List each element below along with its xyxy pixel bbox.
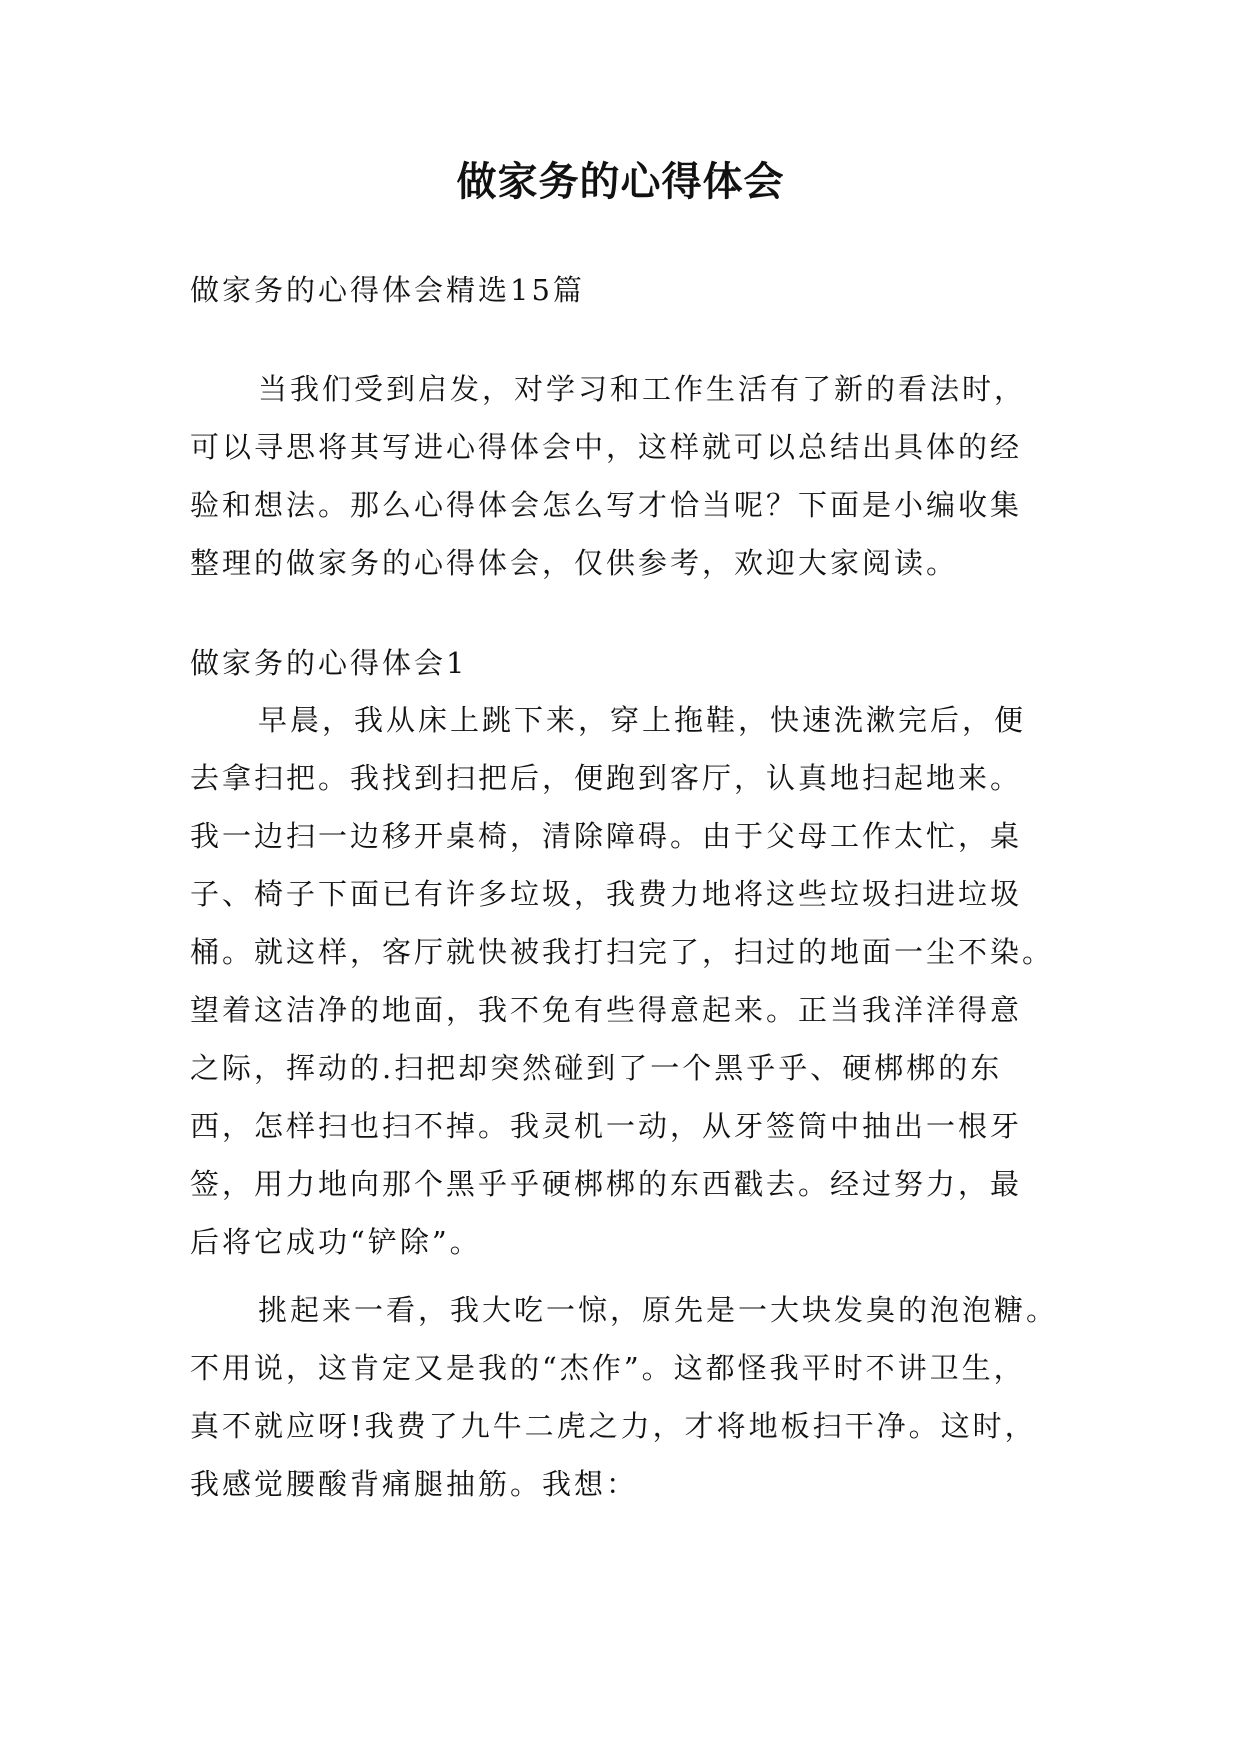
paragraph-line: 后将它成功“铲除”。 [190, 1225, 482, 1259]
paragraph-line: 之际，挥动的.扫把却突然碰到了一个黑乎乎、硬梆梆的东 [190, 1051, 1003, 1085]
intro-line: 验和想法。那么心得体会怎么写才恰当呢？下面是小编收集 [190, 488, 1023, 522]
paragraph-line: 不用说，这肯定又是我的“杰作”。这都怪我平时不讲卫生， [190, 1351, 1026, 1385]
paragraph-line: 桶。就这样，客厅就快被我打扫完了，扫过的地面一尘不染。 [190, 935, 1055, 969]
paragraph-line: 真不就应呀!我费了九牛二虎之力，才将地板扫干净。这时， [190, 1409, 1037, 1443]
paragraph-line: 西，怎样扫也扫不掉。我灵机一动，从牙签筒中抽出一根牙 [190, 1109, 1023, 1143]
paragraph-line: 我一边扫一边移开桌椅，清除障碍。由于父母工作太忙，桌 [190, 819, 1023, 853]
section-heading: 做家务的心得体会1 [190, 646, 468, 680]
intro-line: 可以寻思将其写进心得体会中，这样就可以总结出具体的经 [190, 430, 1023, 464]
document-subtitle: 做家务的心得体会精选15篇 [190, 273, 585, 307]
paragraph-line: 去拿扫把。我找到扫把后，便跑到客厅，认真地扫起地来。 [190, 761, 1023, 795]
paragraph-line: 签，用力地向那个黑乎乎硬梆梆的东西戳去。经过努力，最 [190, 1167, 1023, 1201]
paragraph-line: 早晨，我从床上跳下来，穿上拖鞋，快速洗漱完后，便 [258, 703, 1027, 737]
paragraph-line: 子、椅子下面已有许多垃圾，我费力地将这些垃圾扫进垃圾 [190, 877, 1023, 911]
paragraph-line: 挑起来一看，我大吃一惊，原先是一大块发臭的泡泡糖。 [258, 1293, 1059, 1327]
intro-line: 整理的做家务的心得体会，仅供参考，欢迎大家阅读。 [190, 546, 959, 580]
intro-line: 当我们受到启发，对学习和工作生活有了新的看法时， [258, 372, 1027, 406]
document-title: 做家务的心得体会 [456, 159, 785, 205]
paragraph-line: 我感觉腰酸背痛腿抽筋。我想： [190, 1467, 639, 1501]
paragraph-line: 望着这洁净的地面，我不免有些得意起来。正当我洋洋得意 [190, 993, 1023, 1027]
